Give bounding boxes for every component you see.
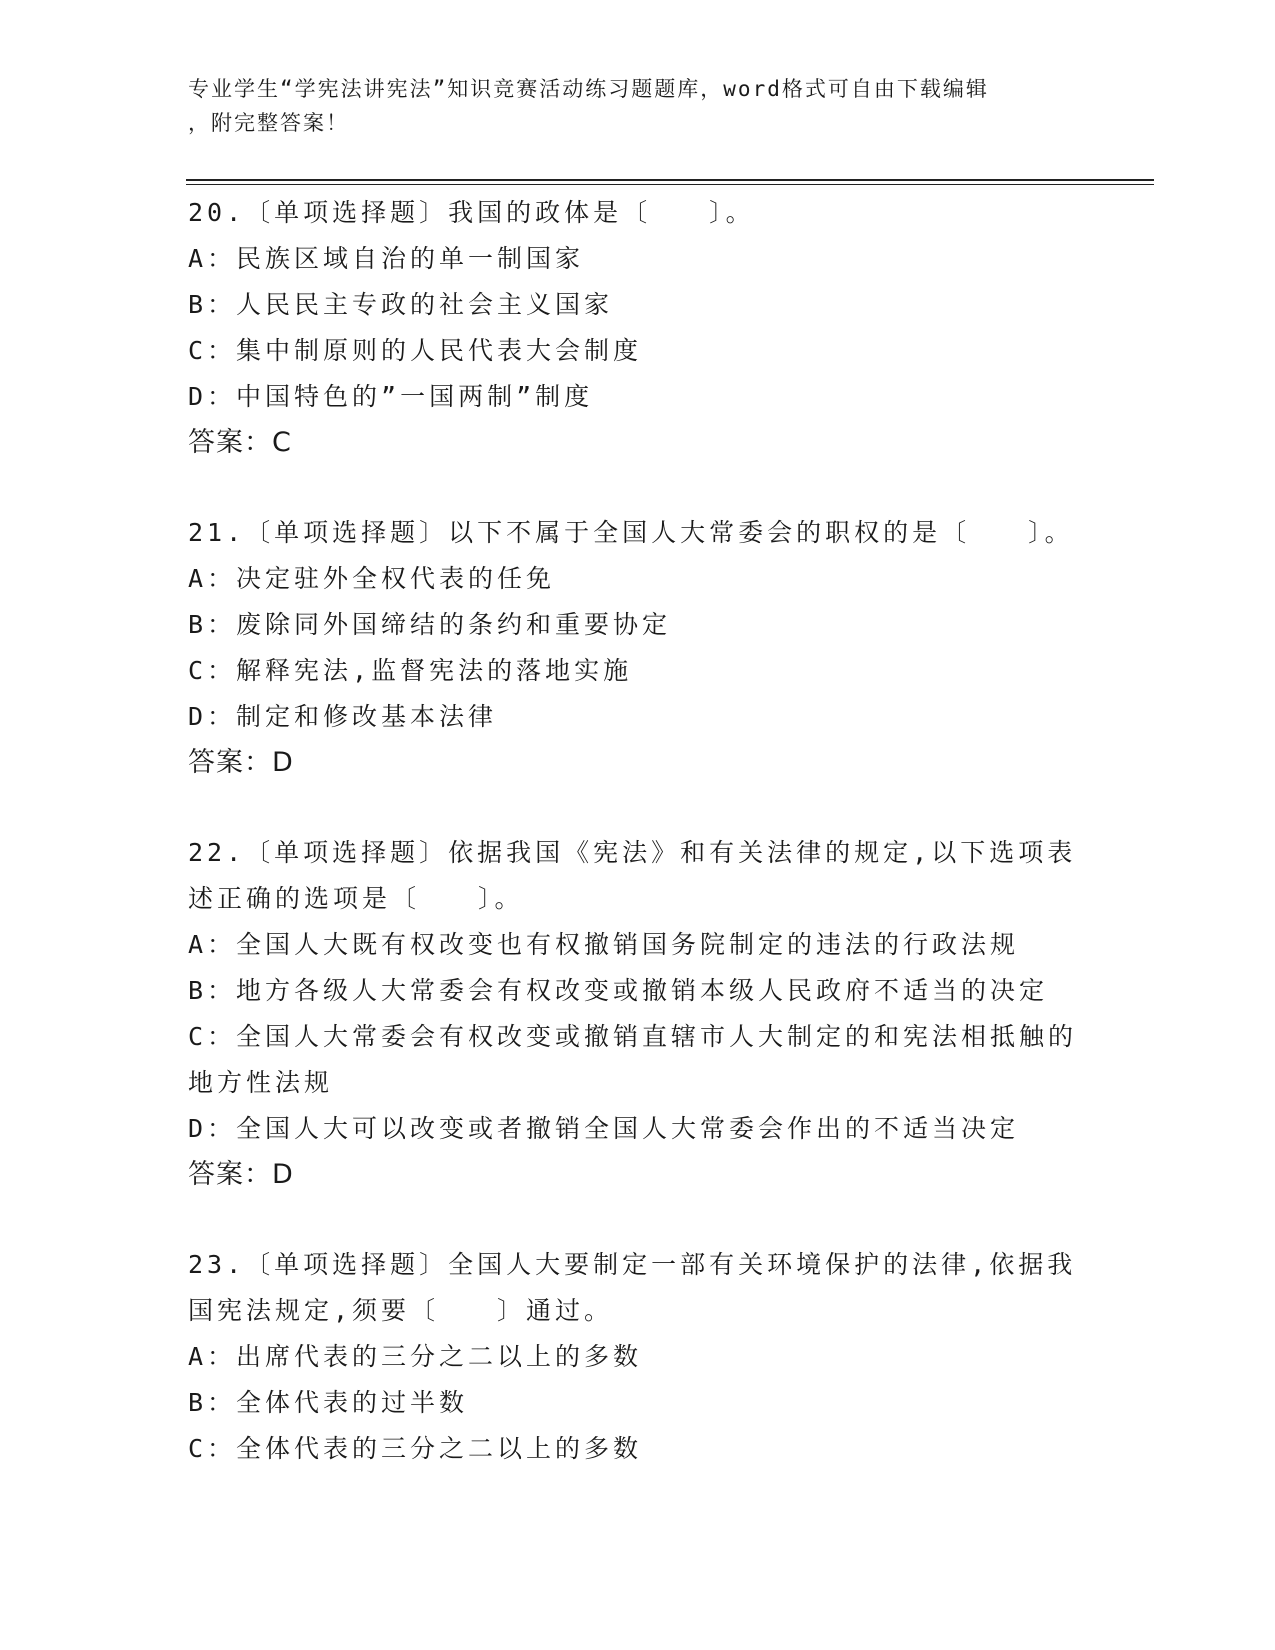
question-stem: 23.〔单项选择题〕全国人大要制定一部有关环境保护的法律,依据我 (188, 1250, 1077, 1279)
option-a: A：全国人大既有权改变也有权撤销国务院制定的违法的行政法规 (188, 930, 1020, 959)
option-b: B：废除同外国缔结的条约和重要协定 (188, 610, 672, 639)
question-23 (188, 1242, 1088, 1472)
question-21 (188, 510, 1088, 786)
option-d: D：全国人大可以改变或者撤销全国人大常委会作出的不适当决定 (188, 1114, 1020, 1143)
option-d: D：中国特色的”一国两制”制度 (188, 382, 594, 411)
answer-line: 答案：C (188, 427, 292, 458)
option-a: A：出席代表的三分之二以上的多数 (188, 1342, 643, 1371)
option-a: A：决定驻外全权代表的任免 (188, 564, 556, 593)
question-list (188, 190, 1088, 1516)
header-line-2: ，附完整答案！ (188, 111, 349, 135)
option-b: B：全体代表的过半数 (188, 1388, 469, 1417)
question-22 (188, 830, 1088, 1198)
option-c: C：全体代表的三分之二以上的多数 (188, 1434, 643, 1463)
document-header (188, 72, 1088, 140)
answer-line: 答案：D (188, 1159, 294, 1190)
question-20 (188, 190, 1088, 466)
option-c-continued: 地方性法规 (188, 1068, 334, 1097)
option-b: B：人民民主专政的社会主义国家 (188, 290, 614, 319)
header-divider-thick (186, 179, 1154, 181)
question-stem-continued: 国宪法规定,须要〔 〕通过。 (188, 1296, 614, 1325)
answer-line: 答案：D (188, 747, 294, 778)
option-b: B：地方各级人大常委会有权改变或撤销本级人民政府不适当的决定 (188, 976, 1049, 1005)
option-a: A：民族区域自治的单一制国家 (188, 244, 585, 273)
option-c: C：集中制原则的人民代表大会制度 (188, 336, 643, 365)
option-c: C：全国人大常委会有权改变或撤销直辖市人大制定的和宪法相抵触的 (188, 1022, 1078, 1051)
header-divider-thin (186, 184, 1154, 185)
option-d: D：制定和修改基本法律 (188, 702, 498, 731)
question-stem-continued: 述正确的选项是〔 〕。 (188, 884, 524, 913)
question-stem: 20.〔单项选择题〕我国的政体是〔 〕。 (188, 198, 755, 227)
option-c: C：解释宪法,监督宪法的落地实施 (188, 656, 633, 685)
header-line-1: 专业学生“学宪法讲宪法”知识竞赛活动练习题题库，word格式可自由下载编辑 (188, 77, 989, 101)
question-stem: 22.〔单项选择题〕依据我国《宪法》和有关法律的规定,以下选项表 (188, 838, 1077, 867)
question-stem: 21.〔单项选择题〕以下不属于全国人大常委会的职权的是〔 〕。 (188, 518, 1074, 547)
